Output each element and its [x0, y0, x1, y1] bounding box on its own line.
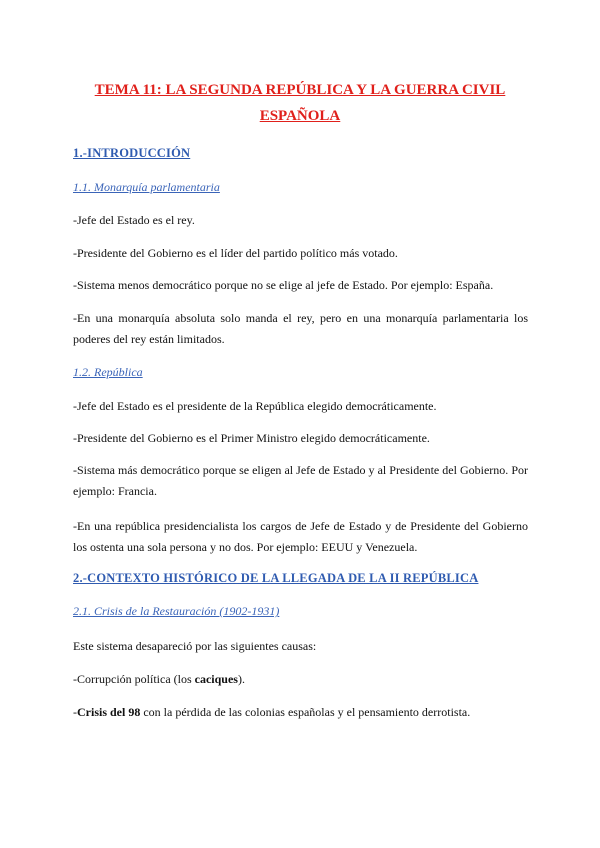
text-run: ). [237, 672, 245, 686]
section1-1-heading: 1.1. Monarquía parlamentaria [73, 180, 220, 194]
paragraph [73, 669, 528, 690]
section1-heading: 1.-INTRODUCCIÓN [73, 146, 191, 160]
paragraph: -Presidente del Gobierno es el líder del partido político más votado. [73, 246, 398, 260]
section2-1-heading: 2.1. Crisis de la Restauración (1902-1931) [73, 604, 280, 618]
paragraph: Este sistema desapareció por las siguientes causas: [73, 639, 317, 653]
paragraph [73, 702, 528, 723]
document-title-line2: ESPAÑOLA [259, 108, 341, 124]
paragraph: -Sistema menos democrático porque no se elige al jefe de Estado. Por ejemplo: España. [73, 278, 494, 292]
paragraph: -Jefe del Estado es el rey. [73, 213, 195, 227]
section1-2-heading: 1.2. República [73, 365, 143, 379]
paragraph: -Jefe del Estado es el presidente de la República elegido democráticamente. [73, 399, 437, 413]
paragraph: -Sistema más democrático porque se eligen al Jefe de Estado y al Presidente del Gobierno. Por ejemplo: Francia. [73, 463, 528, 498]
document-title-line1: TEMA 11: LA SEGUNDA REPÚBLICA Y LA GUERRA CIVIL [94, 82, 506, 98]
bold-term-crisis: Crisis del 98 [77, 705, 141, 719]
paragraph: -En una monarquía absoluta solo manda el rey, pero en una monarquía parlamentaria los poderes del rey están limitados. [73, 311, 528, 346]
section2-heading: 2.-CONTEXTO HISTÓRICO DE LA LLEGADA DE LA II REPÚBLICA [73, 571, 479, 585]
text-run: - [73, 705, 77, 719]
text-run: con la pérdida de las colonias españolas y el pensamiento derrotista. [140, 705, 471, 719]
text-run: -Corrupción política (los [73, 672, 195, 686]
paragraph: -En una república presidencialista los cargos de Jefe de Estado y de Presidente del Gobierno los ostenta una sola persona y no dos. Por ejemplo: EEUU y Venezuela. [73, 519, 528, 554]
paragraph: -Presidente del Gobierno es el Primer Ministro elegido democráticamente. [73, 431, 430, 445]
bold-term-caciques: caciques [194, 672, 238, 686]
